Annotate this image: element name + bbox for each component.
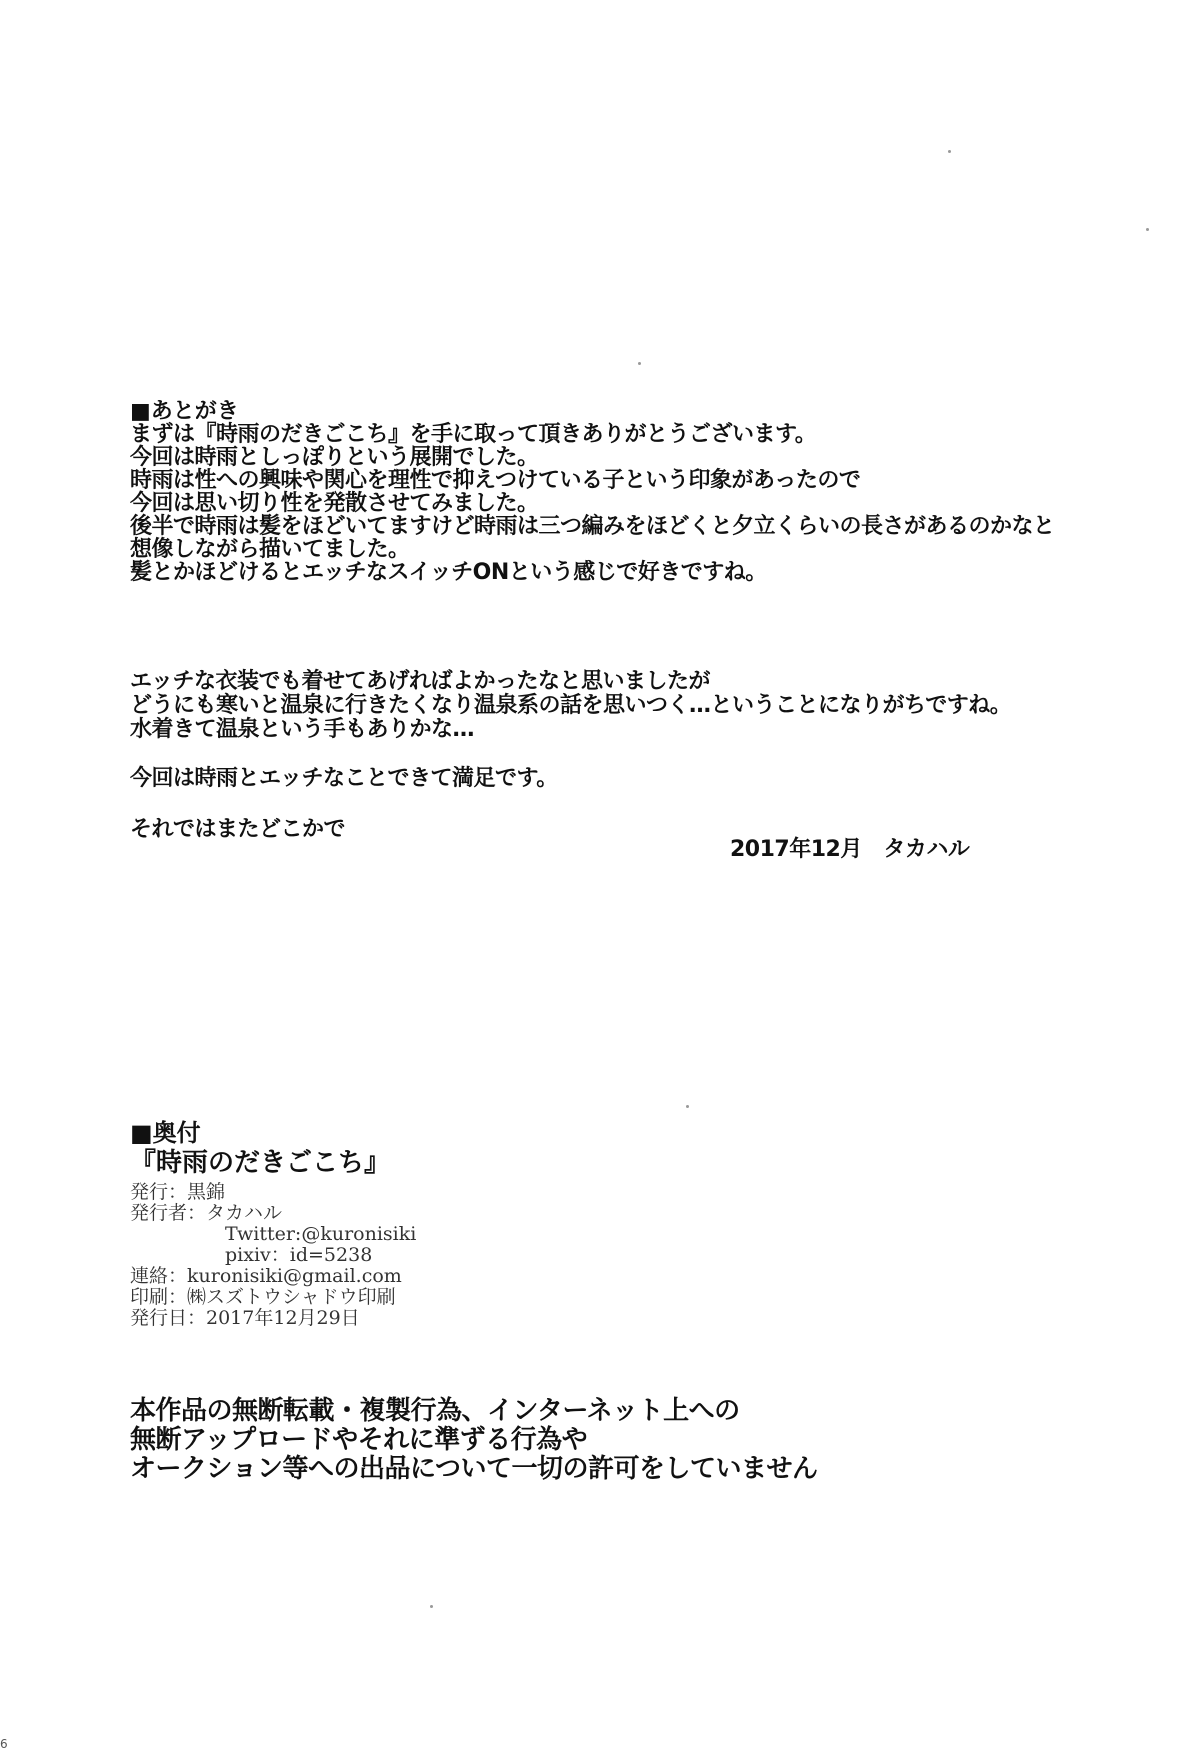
text-line: 想像しながら描いてました。 xyxy=(130,537,410,562)
afterword-section xyxy=(130,400,1180,841)
paper-speck xyxy=(430,1605,433,1608)
afterword-paragraph-1 xyxy=(130,423,1180,584)
colophon-section xyxy=(130,1120,416,1329)
paper-speck xyxy=(686,1105,689,1108)
text-line: 時雨は性への興味や関心を理性で抑えつけている子という印象があったので xyxy=(130,468,861,493)
afterword-paragraph-4 xyxy=(130,818,1180,841)
colophon-heading: ■奥付 xyxy=(130,1119,201,1147)
contact-email: 連絡：kuronisiki@gmail.com xyxy=(130,1265,402,1287)
text-line: どうにも寒いと温泉に行きたくなり温泉系の話を思いつく…ということになりがちですね。 xyxy=(130,693,1012,718)
text-line: 後半で時雨は髪をほどいてますけど時雨は三つ編みをほどくと夕立くらいの長さがあるのかなと xyxy=(130,514,1055,539)
text-line: 髪とかほどけるとエッチなスイッチONという感じで好きですね。 xyxy=(130,560,767,585)
afterword-heading: ■あとがき xyxy=(130,399,239,424)
text-line: 水着きて温泉という手もありかな… xyxy=(130,717,475,742)
text-line: 今回は時雨としっぽりという展開でした。 xyxy=(130,445,539,470)
paper-speck xyxy=(948,150,951,153)
notice-line: 無断アップロードやそれに準ずる行為や xyxy=(130,1425,588,1455)
text-line: 今回は思い切り性を発散させてみました。 xyxy=(130,491,539,516)
copyright-notice xyxy=(130,1397,817,1484)
text-line: エッチな衣装でも着せてあげればよかったなと思いましたが xyxy=(130,669,711,694)
notice-line: オークション等への出品について一切の許可をしていません xyxy=(130,1454,818,1484)
text-line: 今回は時雨とエッチなことできて満足です。 xyxy=(130,766,558,791)
paper-speck xyxy=(638,362,641,365)
paper-speck xyxy=(1146,228,1149,231)
pixiv-id: pixiv：id=5238 xyxy=(225,1244,373,1266)
publisher-line: 発行：黒錦 xyxy=(130,1181,226,1203)
twitter-handle: Twitter:@kuronisiki xyxy=(225,1223,417,1245)
issue-date: 発行日：2017年12月29日 xyxy=(130,1307,360,1329)
printer-line: 印刷：㈱スズトウシャドウ印刷 xyxy=(130,1286,396,1308)
afterword-signature: 2017年12月 タカハル xyxy=(730,837,970,862)
text-line: まずは『時雨のだきごこち』を手に取って頂きありがとうございます。 xyxy=(130,422,817,447)
afterword-paragraph-3 xyxy=(130,767,1180,790)
issuer-line: 発行者：タカハル xyxy=(130,1202,283,1224)
afterword-paragraph-2 xyxy=(130,670,1180,742)
book-title: 『時雨のだきごこち』 xyxy=(130,1148,391,1178)
page-number: 6 xyxy=(0,1737,8,1751)
text-line: それではまたどこかで xyxy=(130,817,346,842)
notice-line: 本作品の無断転載・複製行為、インターネット上への xyxy=(130,1396,740,1426)
